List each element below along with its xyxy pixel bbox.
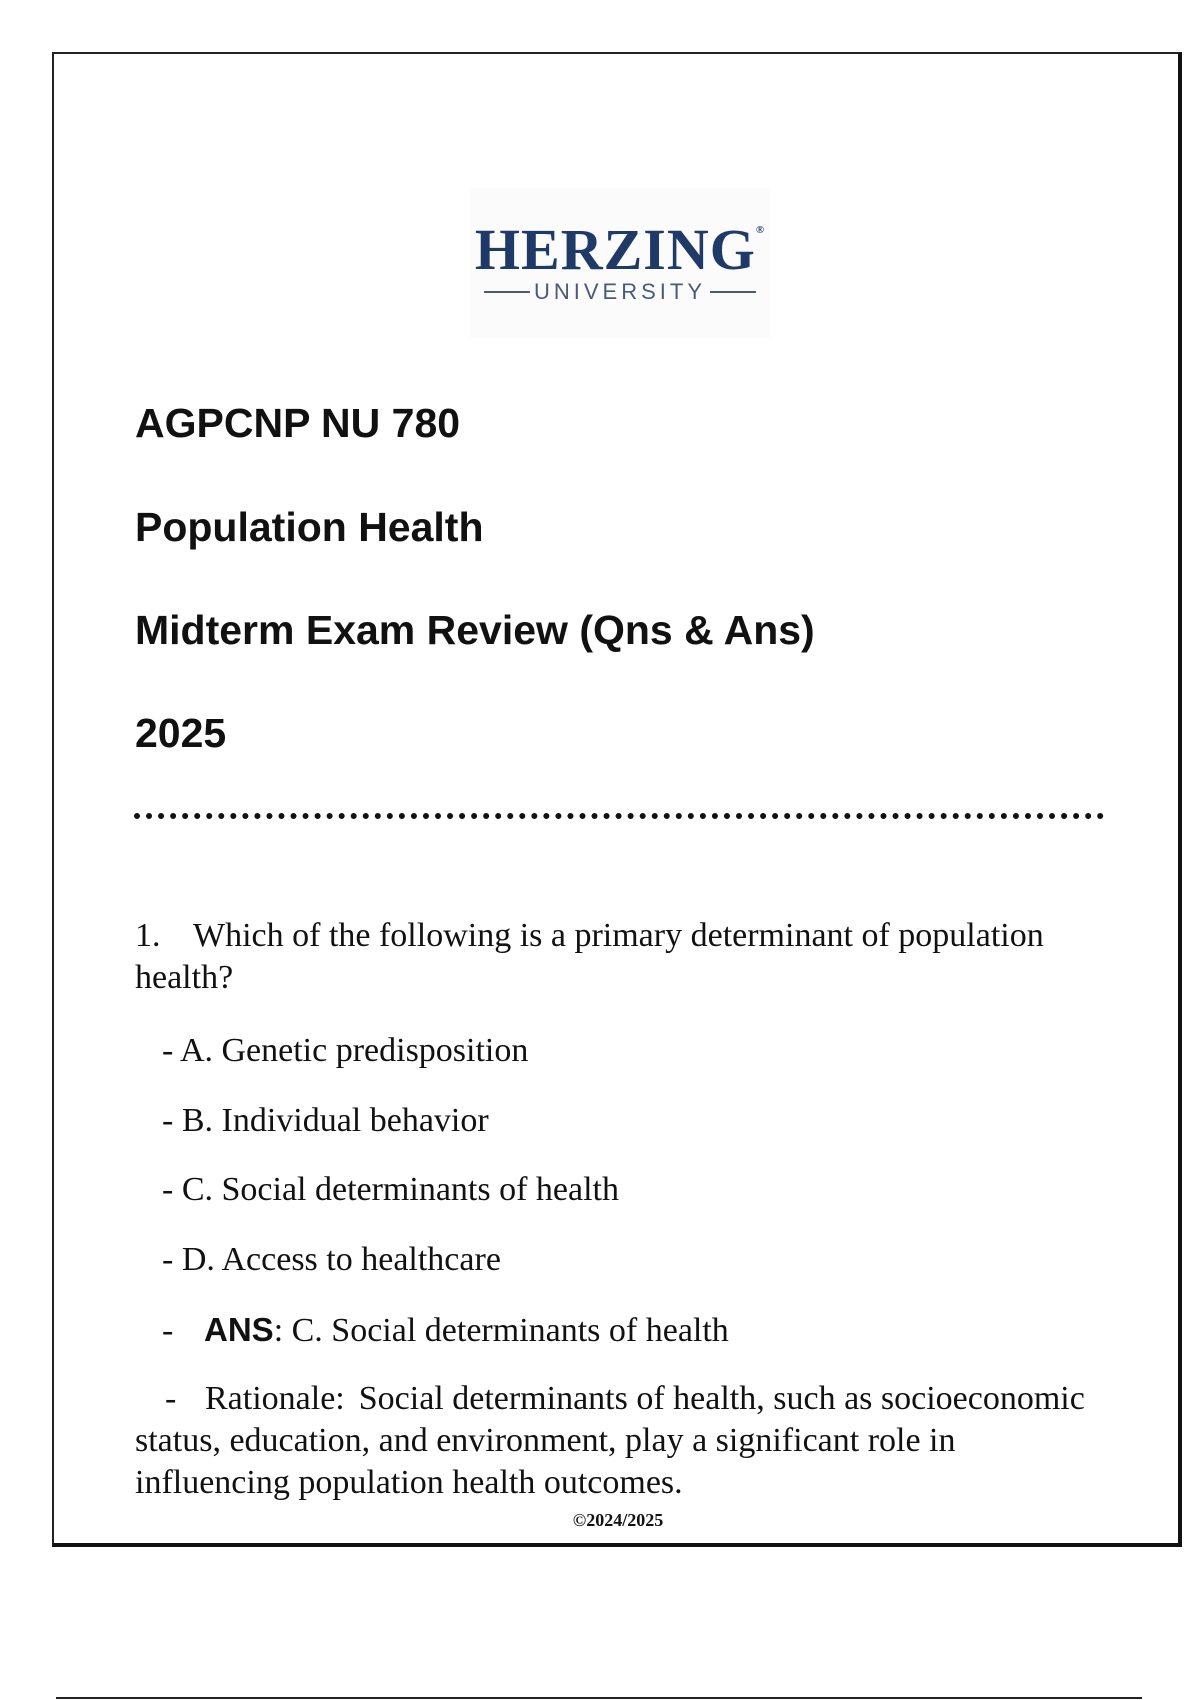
rationale-dash: - bbox=[165, 1380, 177, 1417]
logo-left-rule bbox=[484, 291, 530, 293]
rationale-label: Rationale: bbox=[205, 1380, 345, 1417]
rationale-paragraph bbox=[135, 1378, 1110, 1504]
course-code: AGPCNP NU 780 bbox=[135, 400, 461, 446]
exam-title: Midterm Exam Review (Qns & Ans) bbox=[135, 607, 815, 653]
bottom-rule bbox=[56, 1697, 1142, 1699]
rationale-text: Social determinants of health, such as socioeconomic status, education, and environment, play a significant role in influencing population health outcomes. bbox=[135, 1380, 1085, 1501]
question-number: 1. bbox=[135, 917, 161, 954]
answer-dash: - bbox=[162, 1312, 174, 1349]
subject-title: Population Health bbox=[135, 504, 484, 550]
herzing-university-logo bbox=[470, 188, 770, 338]
exam-year: 2025 bbox=[135, 710, 227, 756]
option-b: - B. Individual behavior bbox=[162, 1102, 489, 1139]
option-d: - D. Access to healthcare bbox=[162, 1241, 501, 1278]
logo-wordmark: HERZING bbox=[474, 217, 756, 282]
logo-subtitle: UNIVERSITY bbox=[533, 279, 707, 304]
question-1 bbox=[135, 915, 1105, 999]
registered-mark: ® bbox=[755, 224, 766, 236]
logo-right-rule bbox=[710, 291, 756, 293]
answer-text: : C. Social determinants of health bbox=[273, 1312, 729, 1349]
copyright-notice: ©2024/2025 bbox=[572, 1510, 664, 1530]
option-c: - C. Social determinants of health bbox=[162, 1171, 619, 1208]
question-text: Which of the following is a primary determinant of population health? bbox=[135, 917, 1044, 996]
dotted-divider bbox=[134, 813, 1104, 819]
answer-label: ANS bbox=[204, 1311, 274, 1348]
option-a: - A. Genetic predisposition bbox=[162, 1032, 529, 1069]
answer-line bbox=[162, 1309, 729, 1352]
